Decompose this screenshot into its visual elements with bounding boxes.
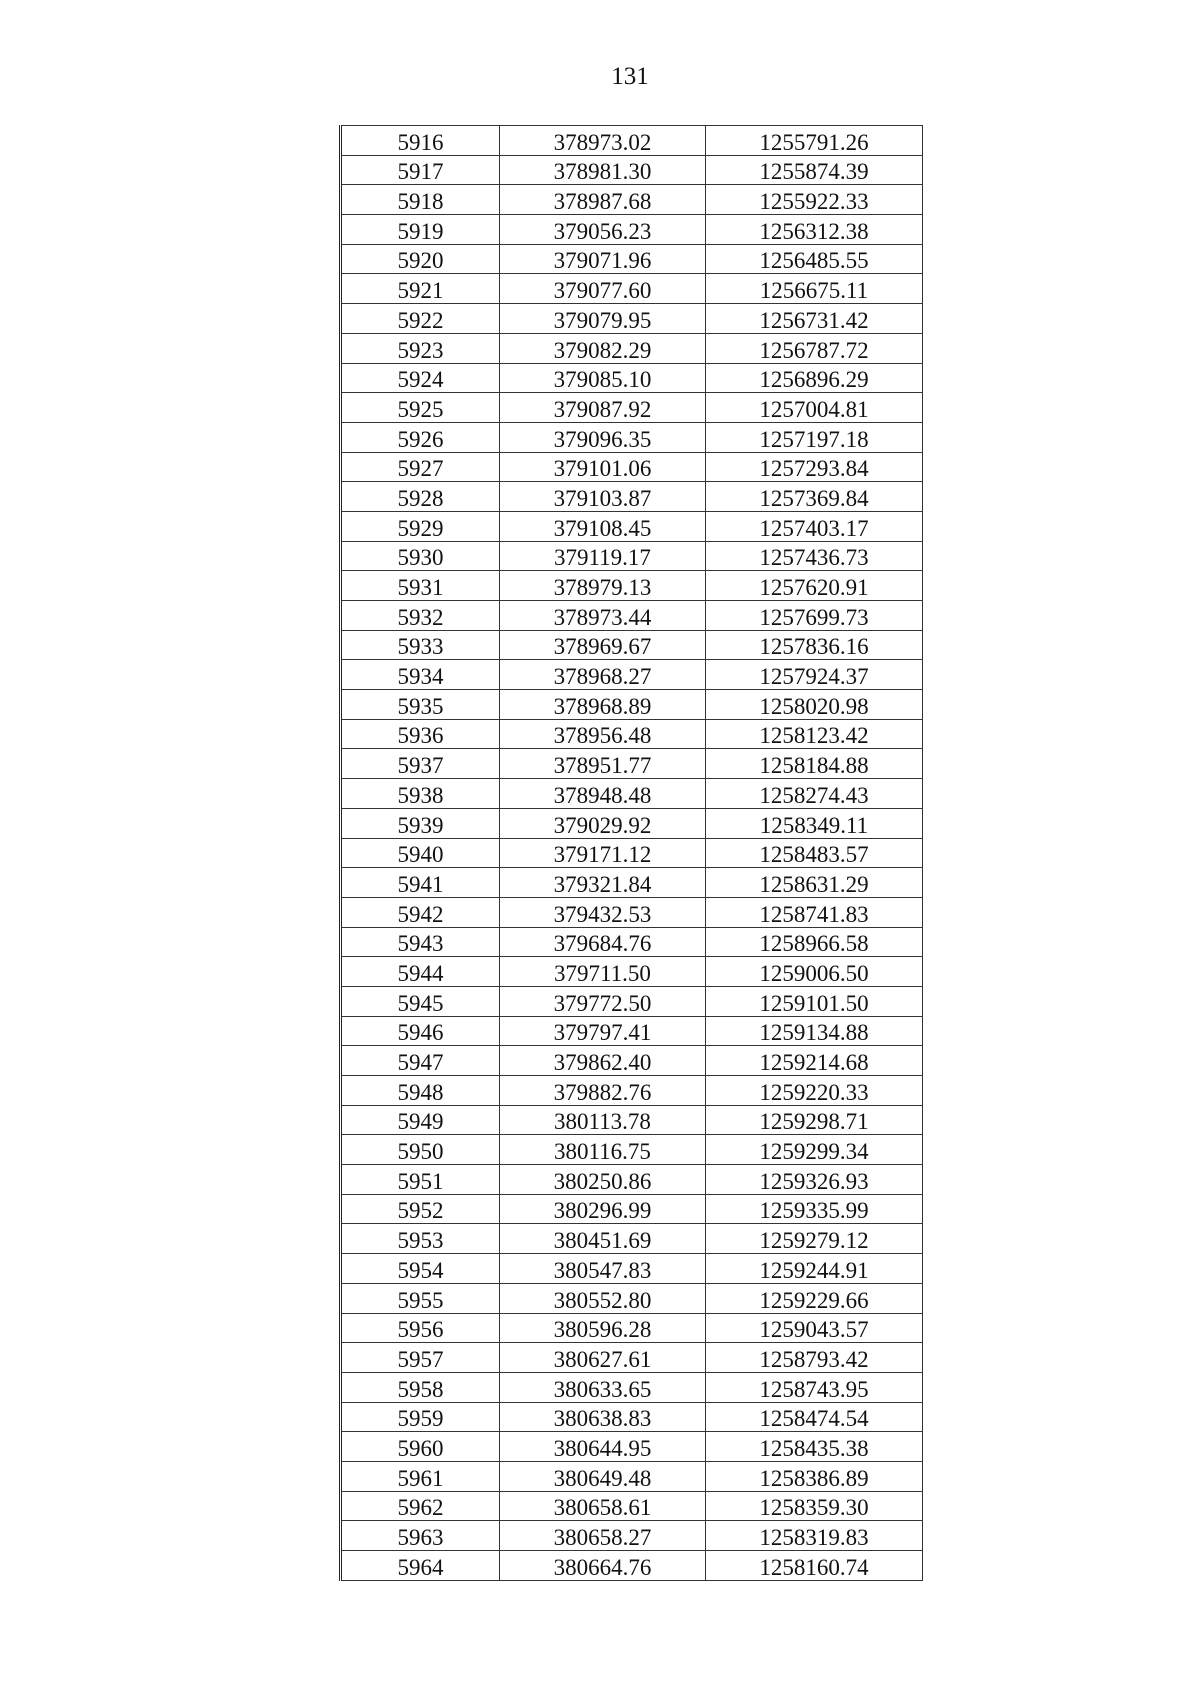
table-row xyxy=(341,1491,923,1521)
x-coordinate-cell: 379772.50 xyxy=(499,986,705,1016)
table-row xyxy=(341,1313,923,1343)
x-coordinate-cell: 379079.95 xyxy=(499,304,705,334)
x-coordinate-cell: 379071.96 xyxy=(499,244,705,274)
y-coordinate-cell: 1256896.29 xyxy=(705,363,922,393)
y-coordinate-cell: 1255791.26 xyxy=(705,126,922,156)
point-id-cell: 5931 xyxy=(341,571,500,601)
x-coordinate-cell: 379119.17 xyxy=(499,541,705,571)
table-row xyxy=(341,1461,923,1491)
point-id-cell: 5924 xyxy=(341,363,500,393)
y-coordinate-cell: 1259006.50 xyxy=(705,957,922,987)
x-coordinate-cell: 380116.75 xyxy=(499,1135,705,1165)
table-row xyxy=(341,838,923,868)
x-coordinate-cell: 379684.76 xyxy=(499,927,705,957)
point-id-cell: 5933 xyxy=(341,630,500,660)
table-row xyxy=(341,244,923,274)
y-coordinate-cell: 1259214.68 xyxy=(705,1046,922,1076)
table-row xyxy=(341,452,923,482)
x-coordinate-cell: 379432.53 xyxy=(499,897,705,927)
point-id-cell: 5937 xyxy=(341,749,500,779)
x-coordinate-cell: 380658.27 xyxy=(499,1521,705,1551)
point-id-cell: 5935 xyxy=(341,690,500,720)
y-coordinate-cell: 1258020.98 xyxy=(705,690,922,720)
point-id-cell: 5945 xyxy=(341,986,500,1016)
table-row xyxy=(341,719,923,749)
table-row xyxy=(341,1551,923,1581)
x-coordinate-cell: 379108.45 xyxy=(499,511,705,541)
point-id-cell: 5929 xyxy=(341,511,500,541)
table-row xyxy=(341,541,923,571)
x-coordinate-cell: 378981.30 xyxy=(499,155,705,185)
y-coordinate-cell: 1255874.39 xyxy=(705,155,922,185)
point-id-cell: 5952 xyxy=(341,1194,500,1224)
y-coordinate-cell: 1259298.71 xyxy=(705,1105,922,1135)
point-id-cell: 5922 xyxy=(341,304,500,334)
point-id-cell: 5942 xyxy=(341,897,500,927)
point-id-cell: 5925 xyxy=(341,393,500,423)
y-coordinate-cell: 1259279.12 xyxy=(705,1224,922,1254)
table-row xyxy=(341,927,923,957)
y-coordinate-cell: 1257004.81 xyxy=(705,393,922,423)
y-coordinate-cell: 1259134.88 xyxy=(705,1016,922,1046)
x-coordinate-cell: 379797.41 xyxy=(499,1016,705,1046)
point-id-cell: 5954 xyxy=(341,1254,500,1284)
table-row xyxy=(341,660,923,690)
x-coordinate-cell: 380627.61 xyxy=(499,1343,705,1373)
table-row xyxy=(341,1402,923,1432)
y-coordinate-cell: 1259101.50 xyxy=(705,986,922,1016)
x-coordinate-cell: 379029.92 xyxy=(499,808,705,838)
point-id-cell: 5944 xyxy=(341,957,500,987)
table-row xyxy=(341,749,923,779)
x-coordinate-cell: 378987.68 xyxy=(499,185,705,215)
y-coordinate-cell: 1259299.34 xyxy=(705,1135,922,1165)
x-coordinate-cell: 380552.80 xyxy=(499,1283,705,1313)
y-coordinate-cell: 1257403.17 xyxy=(705,511,922,541)
y-coordinate-cell: 1257699.73 xyxy=(705,601,922,631)
x-coordinate-cell: 380633.65 xyxy=(499,1372,705,1402)
point-id-cell: 5947 xyxy=(341,1046,500,1076)
point-id-cell: 5951 xyxy=(341,1165,500,1195)
y-coordinate-cell: 1257924.37 xyxy=(705,660,922,690)
y-coordinate-cell: 1258319.83 xyxy=(705,1521,922,1551)
x-coordinate-cell: 380296.99 xyxy=(499,1194,705,1224)
x-coordinate-cell: 379087.92 xyxy=(499,393,705,423)
x-coordinate-cell: 379882.76 xyxy=(499,1076,705,1106)
table-row xyxy=(341,511,923,541)
table-row xyxy=(341,1105,923,1135)
y-coordinate-cell: 1258274.43 xyxy=(705,779,922,809)
y-coordinate-cell: 1259244.91 xyxy=(705,1254,922,1284)
point-id-cell: 5928 xyxy=(341,482,500,512)
y-coordinate-cell: 1258474.54 xyxy=(705,1402,922,1432)
table-row xyxy=(341,897,923,927)
x-coordinate-cell: 379056.23 xyxy=(499,215,705,245)
x-coordinate-cell: 379103.87 xyxy=(499,482,705,512)
x-coordinate-cell: 379101.06 xyxy=(499,452,705,482)
y-coordinate-cell: 1258359.30 xyxy=(705,1491,922,1521)
point-id-cell: 5957 xyxy=(341,1343,500,1373)
point-id-cell: 5958 xyxy=(341,1372,500,1402)
x-coordinate-cell: 380649.48 xyxy=(499,1461,705,1491)
point-id-cell: 5921 xyxy=(341,274,500,304)
table-row xyxy=(341,185,923,215)
table-row xyxy=(341,482,923,512)
y-coordinate-cell: 1259220.33 xyxy=(705,1076,922,1106)
table-row xyxy=(341,808,923,838)
table-row xyxy=(341,1521,923,1551)
table-row xyxy=(341,215,923,245)
table-row xyxy=(341,986,923,1016)
y-coordinate-cell: 1257436.73 xyxy=(705,541,922,571)
table-row xyxy=(341,601,923,631)
point-id-cell: 5939 xyxy=(341,808,500,838)
x-coordinate-cell: 380638.83 xyxy=(499,1402,705,1432)
point-id-cell: 5919 xyxy=(341,215,500,245)
x-coordinate-cell: 378968.89 xyxy=(499,690,705,720)
table-row xyxy=(341,304,923,334)
y-coordinate-cell: 1256312.38 xyxy=(705,215,922,245)
y-coordinate-cell: 1258435.38 xyxy=(705,1432,922,1462)
point-id-cell: 5917 xyxy=(341,155,500,185)
y-coordinate-cell: 1258184.88 xyxy=(705,749,922,779)
point-id-cell: 5955 xyxy=(341,1283,500,1313)
point-id-cell: 5946 xyxy=(341,1016,500,1046)
x-coordinate-cell: 379077.60 xyxy=(499,274,705,304)
coordinates-table xyxy=(339,125,923,1581)
x-coordinate-cell: 380596.28 xyxy=(499,1313,705,1343)
point-id-cell: 5930 xyxy=(341,541,500,571)
point-id-cell: 5927 xyxy=(341,452,500,482)
point-id-cell: 5940 xyxy=(341,838,500,868)
y-coordinate-cell: 1256731.42 xyxy=(705,304,922,334)
x-coordinate-cell: 379171.12 xyxy=(499,838,705,868)
point-id-cell: 5918 xyxy=(341,185,500,215)
y-coordinate-cell: 1258160.74 xyxy=(705,1551,922,1581)
y-coordinate-cell: 1257369.84 xyxy=(705,482,922,512)
x-coordinate-cell: 380547.83 xyxy=(499,1254,705,1284)
x-coordinate-cell: 380451.69 xyxy=(499,1224,705,1254)
table-row xyxy=(341,1165,923,1195)
table-row xyxy=(341,1194,923,1224)
x-coordinate-cell: 380658.61 xyxy=(499,1491,705,1521)
table-body xyxy=(341,126,923,1581)
y-coordinate-cell: 1255922.33 xyxy=(705,185,922,215)
x-coordinate-cell: 378968.27 xyxy=(499,660,705,690)
point-id-cell: 5916 xyxy=(341,126,500,156)
point-id-cell: 5962 xyxy=(341,1491,500,1521)
table-row xyxy=(341,1432,923,1462)
table-row xyxy=(341,690,923,720)
point-id-cell: 5932 xyxy=(341,601,500,631)
x-coordinate-cell: 379096.35 xyxy=(499,422,705,452)
table-row xyxy=(341,1343,923,1373)
table-row xyxy=(341,1016,923,1046)
table-row xyxy=(341,630,923,660)
point-id-cell: 5953 xyxy=(341,1224,500,1254)
point-id-cell: 5961 xyxy=(341,1461,500,1491)
y-coordinate-cell: 1257197.18 xyxy=(705,422,922,452)
point-id-cell: 5949 xyxy=(341,1105,500,1135)
x-coordinate-cell: 379085.10 xyxy=(499,363,705,393)
y-coordinate-cell: 1258743.95 xyxy=(705,1372,922,1402)
y-coordinate-cell: 1257293.84 xyxy=(705,452,922,482)
y-coordinate-cell: 1259326.93 xyxy=(705,1165,922,1195)
table-row xyxy=(341,1046,923,1076)
x-coordinate-cell: 379321.84 xyxy=(499,868,705,898)
x-coordinate-cell: 380664.76 xyxy=(499,1551,705,1581)
x-coordinate-cell: 378973.02 xyxy=(499,126,705,156)
point-id-cell: 5963 xyxy=(341,1521,500,1551)
x-coordinate-cell: 378956.48 xyxy=(499,719,705,749)
point-id-cell: 5938 xyxy=(341,779,500,809)
point-id-cell: 5943 xyxy=(341,927,500,957)
table-row xyxy=(341,126,923,156)
x-coordinate-cell: 378951.77 xyxy=(499,749,705,779)
x-coordinate-cell: 378969.67 xyxy=(499,630,705,660)
point-id-cell: 5959 xyxy=(341,1402,500,1432)
x-coordinate-cell: 378973.44 xyxy=(499,601,705,631)
table-row xyxy=(341,1076,923,1106)
x-coordinate-cell: 380113.78 xyxy=(499,1105,705,1135)
point-id-cell: 5941 xyxy=(341,868,500,898)
x-coordinate-cell: 379711.50 xyxy=(499,957,705,987)
y-coordinate-cell: 1258741.83 xyxy=(705,897,922,927)
y-coordinate-cell: 1259229.66 xyxy=(705,1283,922,1313)
y-coordinate-cell: 1258483.57 xyxy=(705,838,922,868)
point-id-cell: 5936 xyxy=(341,719,500,749)
y-coordinate-cell: 1259043.57 xyxy=(705,1313,922,1343)
page-number: 131 xyxy=(611,63,649,90)
y-coordinate-cell: 1256485.55 xyxy=(705,244,922,274)
point-id-cell: 5950 xyxy=(341,1135,500,1165)
point-id-cell: 5964 xyxy=(341,1551,500,1581)
y-coordinate-cell: 1256787.72 xyxy=(705,333,922,363)
point-id-cell: 5923 xyxy=(341,333,500,363)
y-coordinate-cell: 1259335.99 xyxy=(705,1194,922,1224)
table-row xyxy=(341,779,923,809)
table-row xyxy=(341,1135,923,1165)
table-row xyxy=(341,1224,923,1254)
y-coordinate-cell: 1257836.16 xyxy=(705,630,922,660)
table-row xyxy=(341,1283,923,1313)
table-row xyxy=(341,571,923,601)
point-id-cell: 5948 xyxy=(341,1076,500,1106)
y-coordinate-cell: 1258123.42 xyxy=(705,719,922,749)
table-row xyxy=(341,155,923,185)
x-coordinate-cell: 378948.48 xyxy=(499,779,705,809)
table-row xyxy=(341,333,923,363)
point-id-cell: 5926 xyxy=(341,422,500,452)
y-coordinate-cell: 1256675.11 xyxy=(705,274,922,304)
table-row xyxy=(341,1372,923,1402)
table-row xyxy=(341,422,923,452)
y-coordinate-cell: 1258793.42 xyxy=(705,1343,922,1373)
table-row xyxy=(341,868,923,898)
table-row xyxy=(341,1254,923,1284)
x-coordinate-cell: 379862.40 xyxy=(499,1046,705,1076)
table-row xyxy=(341,363,923,393)
table-row xyxy=(341,393,923,423)
x-coordinate-cell: 380250.86 xyxy=(499,1165,705,1195)
y-coordinate-cell: 1257620.91 xyxy=(705,571,922,601)
y-coordinate-cell: 1258386.89 xyxy=(705,1461,922,1491)
point-id-cell: 5920 xyxy=(341,244,500,274)
x-coordinate-cell: 380644.95 xyxy=(499,1432,705,1462)
point-id-cell: 5956 xyxy=(341,1313,500,1343)
point-id-cell: 5934 xyxy=(341,660,500,690)
table-row xyxy=(341,274,923,304)
point-id-cell: 5960 xyxy=(341,1432,500,1462)
y-coordinate-cell: 1258966.58 xyxy=(705,927,922,957)
x-coordinate-cell: 379082.29 xyxy=(499,333,705,363)
y-coordinate-cell: 1258349.11 xyxy=(705,808,922,838)
x-coordinate-cell: 378979.13 xyxy=(499,571,705,601)
y-coordinate-cell: 1258631.29 xyxy=(705,868,922,898)
table-row xyxy=(341,957,923,987)
